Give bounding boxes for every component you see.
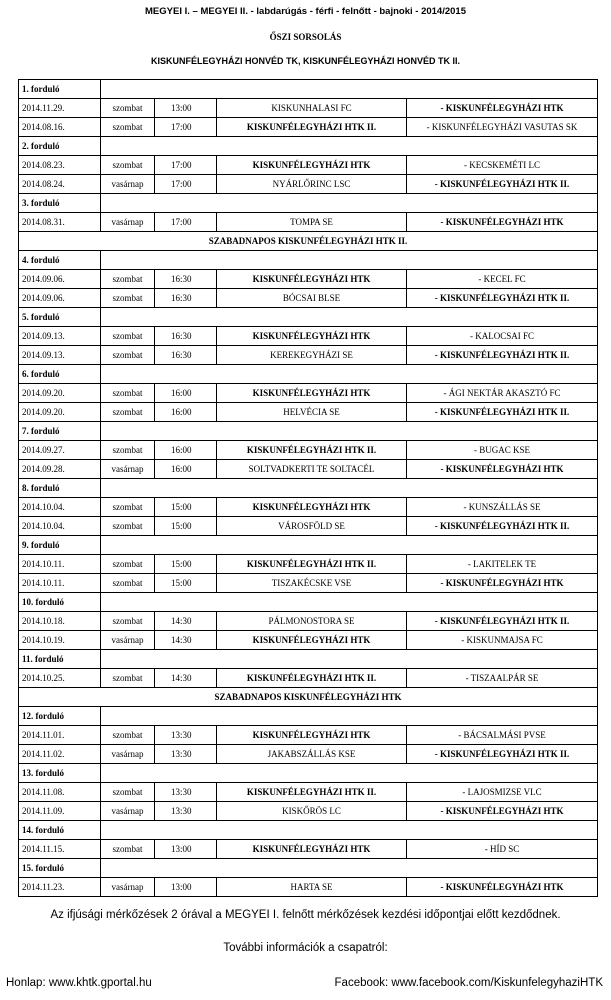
round-row [19, 422, 598, 441]
match-row [19, 631, 598, 650]
match-row [19, 669, 598, 688]
away-team: - KISKUNFÉLEGYHÁZI HTK [407, 574, 598, 593]
match-date: 2014.10.04. [19, 498, 101, 517]
round-row [19, 593, 598, 612]
match-row [19, 327, 598, 346]
away-team: - KALOCSAI FC [407, 327, 598, 346]
round-label: 13. forduló [19, 764, 101, 783]
round-row [19, 251, 598, 270]
round-spacer [101, 365, 598, 384]
round-row [19, 194, 598, 213]
doc-title: MEGYEI I. – MEGYEI II. - labdarúgás - férfi - felnőtt - bajnoki - 2014/2015 [145, 6, 466, 17]
match-day: vasárnap [101, 460, 155, 479]
match-row [19, 384, 598, 403]
home-team: HARTA SE [217, 878, 407, 897]
doc-subtitle: ŐSZI SORSOLÁS [269, 32, 342, 42]
round-row [19, 308, 598, 327]
match-day: szombat [101, 498, 155, 517]
away-team: - LAJOSMIZSE VLC [407, 783, 598, 802]
match-time: 14:30 [155, 612, 217, 631]
match-time: 17:00 [155, 175, 217, 194]
match-time: 13:00 [155, 99, 217, 118]
home-team: KISKUNFÉLEGYHÁZI HTK [217, 270, 407, 289]
match-day: szombat [101, 270, 155, 289]
round-row [19, 764, 598, 783]
match-day: szombat [101, 669, 155, 688]
round-row [19, 365, 598, 384]
match-time: 13:00 [155, 840, 217, 859]
away-team: - KISKUNFÉLEGYHÁZI HTK II. [407, 745, 598, 764]
match-date: 2014.09.13. [19, 346, 101, 365]
away-team: - KISKUNFÉLEGYHÁZI HTK [407, 99, 598, 118]
match-row [19, 726, 598, 745]
match-time: 14:30 [155, 631, 217, 650]
home-team: KISKUNFÉLEGYHÁZI HTK II. [217, 669, 407, 688]
match-row [19, 156, 598, 175]
match-date: 2014.09.06. [19, 270, 101, 289]
round-label: 12. forduló [19, 707, 101, 726]
website-link[interactable]: Honlap: www.khtk.gportal.hu [6, 977, 152, 989]
home-team: KISKUNFÉLEGYHÁZI HTK [217, 840, 407, 859]
home-team: KISKUNFÉLEGYHÁZI HTK [217, 327, 407, 346]
match-day: vasárnap [101, 175, 155, 194]
match-time: 16:30 [155, 327, 217, 346]
match-row [19, 555, 598, 574]
away-team: - BÁCSALMÁSI PVSE [407, 726, 598, 745]
away-team: - LAKITELEK TE [407, 555, 598, 574]
round-label: 7. forduló [19, 422, 101, 441]
match-date: 2014.08.31. [19, 213, 101, 232]
match-date: 2014.10.19. [19, 631, 101, 650]
home-team: KEREKEGYHÁZI SE [217, 346, 407, 365]
round-spacer [101, 80, 598, 99]
round-row [19, 536, 598, 555]
home-team: NYÁRLŐRINC LSC [217, 175, 407, 194]
round-label: 11. forduló [19, 650, 101, 669]
round-row [19, 479, 598, 498]
match-day: szombat [101, 555, 155, 574]
round-label: 9. forduló [19, 536, 101, 555]
match-row [19, 289, 598, 308]
round-spacer [101, 593, 598, 612]
match-day: szombat [101, 612, 155, 631]
match-row [19, 213, 598, 232]
match-time: 15:00 [155, 555, 217, 574]
match-time: 13:30 [155, 726, 217, 745]
away-team: - BUGAC KSE [407, 441, 598, 460]
match-row [19, 517, 598, 536]
match-day: szombat [101, 156, 155, 175]
match-date: 2014.10.25. [19, 669, 101, 688]
home-team: SOLTVADKERTI TE SOLTACÉL [217, 460, 407, 479]
away-team: - HÍD SC [407, 840, 598, 859]
away-team: - KISKUNFÉLEGYHÁZI HTK II. [407, 517, 598, 536]
match-time: 14:30 [155, 669, 217, 688]
match-row [19, 498, 598, 517]
match-row [19, 574, 598, 593]
match-row [19, 612, 598, 631]
away-team: - KISKUNFÉLEGYHÁZI HTK [407, 878, 598, 897]
round-label: 14. forduló [19, 821, 101, 840]
match-day: szombat [101, 726, 155, 745]
round-row [19, 137, 598, 156]
match-date: 2014.08.24. [19, 175, 101, 194]
match-day: szombat [101, 346, 155, 365]
match-day: vasárnap [101, 213, 155, 232]
match-day: szombat [101, 289, 155, 308]
match-time: 16:30 [155, 270, 217, 289]
match-time: 13:30 [155, 783, 217, 802]
away-team: - KISKUNFÉLEGYHÁZI HTK II. [407, 346, 598, 365]
match-day: szombat [101, 783, 155, 802]
home-team: KISKUNFÉLEGYHÁZI HTK II. [217, 783, 407, 802]
home-team: JAKABSZÁLLÁS KSE [217, 745, 407, 764]
round-spacer [101, 650, 598, 669]
match-time: 17:00 [155, 213, 217, 232]
round-spacer [101, 764, 598, 783]
round-spacer [101, 194, 598, 213]
round-row [19, 650, 598, 669]
match-time: 16:00 [155, 403, 217, 422]
match-date: 2014.10.18. [19, 612, 101, 631]
match-time: 15:00 [155, 498, 217, 517]
bye-label: SZABADNAPOS KISKUNFÉLEGYHÁZI HTK [19, 688, 598, 707]
match-date: 2014.10.11. [19, 574, 101, 593]
round-label: 2. forduló [19, 137, 101, 156]
facebook-link[interactable]: Facebook: www.facebook.com/KiskunfelegyhaziHTK [334, 977, 603, 989]
match-day: vasárnap [101, 878, 155, 897]
bye-row [19, 232, 598, 251]
youth-note: Az ifjúsági mérkőzések 2 órával a MEGYEI I. felnőtt mérkőzések kezdési időpontjai előtt kezdődnek. [50, 909, 561, 921]
round-label: 1. forduló [19, 80, 101, 99]
round-spacer [101, 821, 598, 840]
match-row [19, 346, 598, 365]
match-time: 15:00 [155, 517, 217, 536]
fixtures-table [18, 79, 598, 897]
round-row [19, 707, 598, 726]
round-label: 5. forduló [19, 308, 101, 327]
round-spacer [101, 536, 598, 555]
match-date: 2014.09.27. [19, 441, 101, 460]
round-spacer [101, 308, 598, 327]
away-team: - KISKUNFÉLEGYHÁZI HTK II. [407, 175, 598, 194]
round-row [19, 859, 598, 878]
match-day: vasárnap [101, 631, 155, 650]
match-date: 2014.08.16. [19, 118, 101, 137]
home-team: TISZAKÉCSKE VSE [217, 574, 407, 593]
match-row [19, 783, 598, 802]
match-row [19, 460, 598, 479]
match-row [19, 802, 598, 821]
match-time: 17:00 [155, 118, 217, 137]
away-team: - KECSKEMÉTI LC [407, 156, 598, 175]
match-time: 16:00 [155, 441, 217, 460]
match-day: szombat [101, 441, 155, 460]
match-date: 2014.11.08. [19, 783, 101, 802]
match-date: 2014.09.20. [19, 384, 101, 403]
more-info-label: További információk a csapatról: [223, 942, 388, 954]
match-date: 2014.09.20. [19, 403, 101, 422]
home-team: KISKUNFÉLEGYHÁZI HTK [217, 498, 407, 517]
home-team: KISKUNFÉLEGYHÁZI HTK [217, 726, 407, 745]
round-row [19, 80, 598, 99]
match-time: 13:30 [155, 802, 217, 821]
home-team: TOMPA SE [217, 213, 407, 232]
match-day: szombat [101, 517, 155, 536]
match-row [19, 118, 598, 137]
match-date: 2014.11.09. [19, 802, 101, 821]
match-date: 2014.09.06. [19, 289, 101, 308]
match-row [19, 745, 598, 764]
match-date: 2014.09.28. [19, 460, 101, 479]
match-day: szombat [101, 403, 155, 422]
match-time: 13:00 [155, 878, 217, 897]
match-row [19, 175, 598, 194]
round-spacer [101, 422, 598, 441]
home-team: KISKUNFÉLEGYHÁZI HTK II. [217, 118, 407, 137]
home-team: BÓCSAI BLSE [217, 289, 407, 308]
match-day: vasárnap [101, 802, 155, 821]
round-spacer [101, 859, 598, 878]
away-team: - KISKUNFÉLEGYHÁZI HTK II. [407, 403, 598, 422]
away-team: - KECEL FC [407, 270, 598, 289]
match-day: vasárnap [101, 745, 155, 764]
match-row [19, 441, 598, 460]
away-team: - KUNSZÁLLÁS SE [407, 498, 598, 517]
away-team: - KISKUNFÉLEGYHÁZI HTK II. [407, 612, 598, 631]
home-team: KISKUNHALASI FC [217, 99, 407, 118]
home-team: KISKUNFÉLEGYHÁZI HTK [217, 384, 407, 403]
match-day: szombat [101, 118, 155, 137]
match-day: szombat [101, 99, 155, 118]
away-team: - KISKUNMAJSA FC [407, 631, 598, 650]
bye-label: SZABADNAPOS KISKUNFÉLEGYHÁZI HTK II. [19, 232, 598, 251]
match-date: 2014.11.01. [19, 726, 101, 745]
match-row [19, 270, 598, 289]
round-row [19, 821, 598, 840]
match-time: 16:00 [155, 384, 217, 403]
home-team: KISKUNFÉLEGYHÁZI HTK II. [217, 441, 407, 460]
round-label: 8. forduló [19, 479, 101, 498]
match-date: 2014.11.02. [19, 745, 101, 764]
round-spacer [101, 137, 598, 156]
round-spacer [101, 251, 598, 270]
home-team: PÁLMONOSTORA SE [217, 612, 407, 631]
away-team: - KISKUNFÉLEGYHÁZI HTK [407, 460, 598, 479]
match-date: 2014.11.29. [19, 99, 101, 118]
match-date: 2014.08.23. [19, 156, 101, 175]
match-time: 16:30 [155, 289, 217, 308]
round-label: 10. forduló [19, 593, 101, 612]
match-day: szombat [101, 840, 155, 859]
away-team: - ÁGI NEKTÁR AKASZTÓ FC [407, 384, 598, 403]
match-date: 2014.11.23. [19, 878, 101, 897]
home-team: KISKUNFÉLEGYHÁZI HTK [217, 631, 407, 650]
home-team: HELVÉCIA SE [217, 403, 407, 422]
away-team: - KISKUNFÉLEGYHÁZI VASUTAS SK [407, 118, 598, 137]
match-time: 17:00 [155, 156, 217, 175]
match-date: 2014.10.11. [19, 555, 101, 574]
away-team: - KISKUNFÉLEGYHÁZI HTK II. [407, 289, 598, 308]
match-time: 16:00 [155, 460, 217, 479]
home-team: VÁROSFÖLD SE [217, 517, 407, 536]
round-label: 4. forduló [19, 251, 101, 270]
match-day: szombat [101, 384, 155, 403]
match-row [19, 99, 598, 118]
away-team: - KISKUNFÉLEGYHÁZI HTK [407, 802, 598, 821]
match-time: 15:00 [155, 574, 217, 593]
match-date: 2014.09.13. [19, 327, 101, 346]
match-date: 2014.10.04. [19, 517, 101, 536]
match-time: 13:30 [155, 745, 217, 764]
away-team: - KISKUNFÉLEGYHÁZI HTK [407, 213, 598, 232]
away-team: - TISZAALPÁR SE [407, 669, 598, 688]
match-date: 2014.11.15. [19, 840, 101, 859]
home-team: KISKUNFÉLEGYHÁZI HTK II. [217, 555, 407, 574]
match-row [19, 403, 598, 422]
round-label: 3. forduló [19, 194, 101, 213]
round-spacer [101, 479, 598, 498]
team-names: KISKUNFÉLEGYHÁZI HONVÉD TK, KISKUNFÉLEGYHÁZI HONVÉD TK II. [150, 56, 460, 66]
match-row [19, 840, 598, 859]
match-time: 16:30 [155, 346, 217, 365]
match-row [19, 878, 598, 897]
round-label: 15. forduló [19, 859, 101, 878]
match-day: szombat [101, 327, 155, 346]
round-label: 6. forduló [19, 365, 101, 384]
bye-row [19, 688, 598, 707]
home-team: KISKUNFÉLEGYHÁZI HTK [217, 156, 407, 175]
match-day: szombat [101, 574, 155, 593]
round-spacer [101, 707, 598, 726]
home-team: KISKŐRÖS LC [217, 802, 407, 821]
